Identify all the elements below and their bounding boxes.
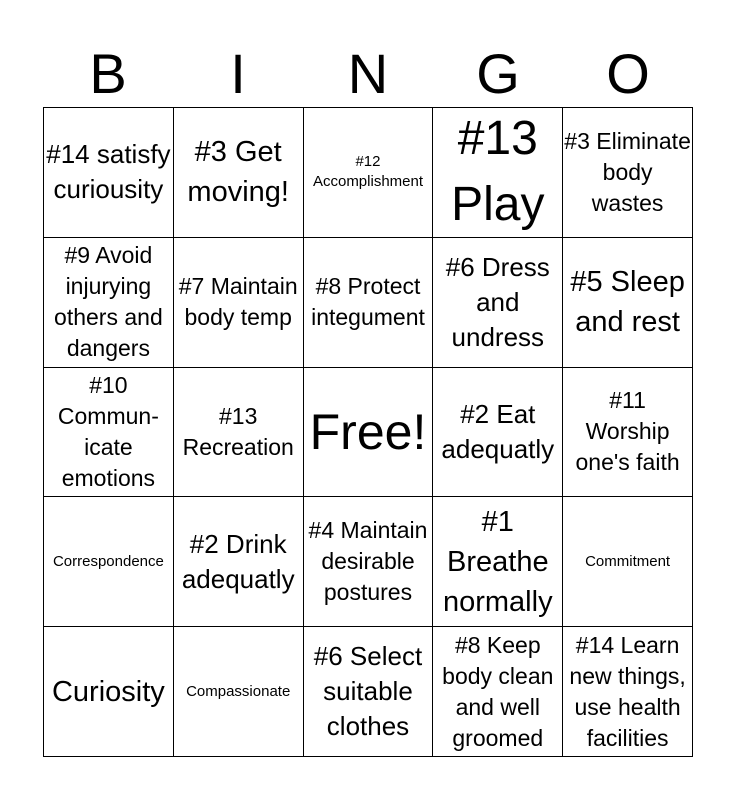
bingo-cell-r4-c3[interactable] — [304, 497, 434, 627]
cell-text: #6 Select suitable clothes — [313, 641, 423, 742]
bingo-cell-r4-c2[interactable] — [174, 497, 304, 627]
bingo-header — [43, 42, 693, 106]
cell-text: Compassionate — [186, 682, 291, 700]
bingo-cell-r5-c5[interactable] — [563, 627, 693, 757]
cell-text: #1 Breathe normally — [442, 505, 553, 618]
cell-text: #2 Drink adequatly — [181, 528, 295, 594]
cell-text: #10 Commun- icate emotions — [57, 371, 159, 491]
cell-text: Commitment — [585, 552, 671, 570]
cell-text: #14 Learn new things, use health facilities — [569, 631, 686, 751]
cell-text: #11 Worship one's faith — [575, 387, 680, 476]
cell-text: #13 Recreation — [182, 402, 294, 460]
bingo-cell-r3-c5[interactable] — [563, 368, 693, 498]
bingo-board — [43, 107, 693, 757]
bingo-cell-r5-c2[interactable] — [174, 627, 304, 757]
header-letter-i: I — [230, 42, 246, 105]
cell-text: #5 Sleep and rest — [570, 266, 685, 339]
cell-text: #12 Accomplishment — [312, 153, 424, 191]
bingo-cell-r1-c1[interactable] — [44, 108, 174, 238]
bingo-cell-r1-c3[interactable] — [304, 108, 434, 238]
bingo-cell-r5-c4[interactable] — [433, 627, 563, 757]
bingo-cell-r4-c4[interactable] — [433, 497, 563, 627]
bingo-cell-r1-c5[interactable] — [563, 108, 693, 238]
bingo-cell-r1-c4[interactable] — [433, 108, 563, 238]
bingo-cell-r2-c1[interactable] — [44, 238, 174, 368]
bingo-cell-r3-c1[interactable] — [44, 368, 174, 498]
bingo-cell-r5-c3[interactable] — [304, 627, 434, 757]
cell-text: Correspondence — [52, 552, 164, 570]
cell-text: Curiosity — [51, 675, 165, 708]
bingo-cell-r2-c3[interactable] — [304, 238, 434, 368]
bingo-cell-r2-c5[interactable] — [563, 238, 693, 368]
bingo-cell-r3-c4[interactable] — [433, 368, 563, 498]
bingo-cell-r3-c2[interactable] — [174, 368, 304, 498]
cell-text: #6 Dress and undress — [445, 251, 550, 352]
header-letter-o: O — [606, 42, 650, 105]
bingo-cell-r2-c2[interactable] — [174, 238, 304, 368]
bingo-cell-r4-c1[interactable] — [44, 497, 174, 627]
cell-text: #14 satisfy curiousity — [46, 139, 171, 205]
cell-text: #3 Get moving! — [187, 136, 289, 209]
header-letter-b: B — [89, 42, 127, 105]
bingo-cell-r2-c4[interactable] — [433, 238, 563, 368]
bingo-cell-r1-c2[interactable] — [174, 108, 304, 238]
bingo-cell-r5-c1[interactable] — [44, 627, 174, 757]
cell-text: #4 Maintain desirable postures — [308, 517, 428, 606]
cell-text: #7 Maintain body temp — [178, 273, 298, 331]
cell-text: #3 Eliminate body wastes — [564, 127, 691, 216]
bingo-cell-r4-c5[interactable] — [563, 497, 693, 627]
cell-text: #13 Play — [451, 112, 545, 232]
bingo-cell-r3-c3[interactable] — [304, 368, 434, 498]
cell-text: Free! — [309, 403, 427, 460]
cell-text: #8 Keep body clean and well groomed — [442, 631, 554, 751]
cell-text: #8 Protect integument — [311, 273, 425, 331]
header-letter-g: G — [476, 42, 520, 105]
header-letter-n: N — [347, 42, 389, 105]
cell-text: #9 Avoid injurying others and dangers — [54, 242, 163, 362]
cell-text: #2 Eat adequatly — [441, 398, 555, 464]
